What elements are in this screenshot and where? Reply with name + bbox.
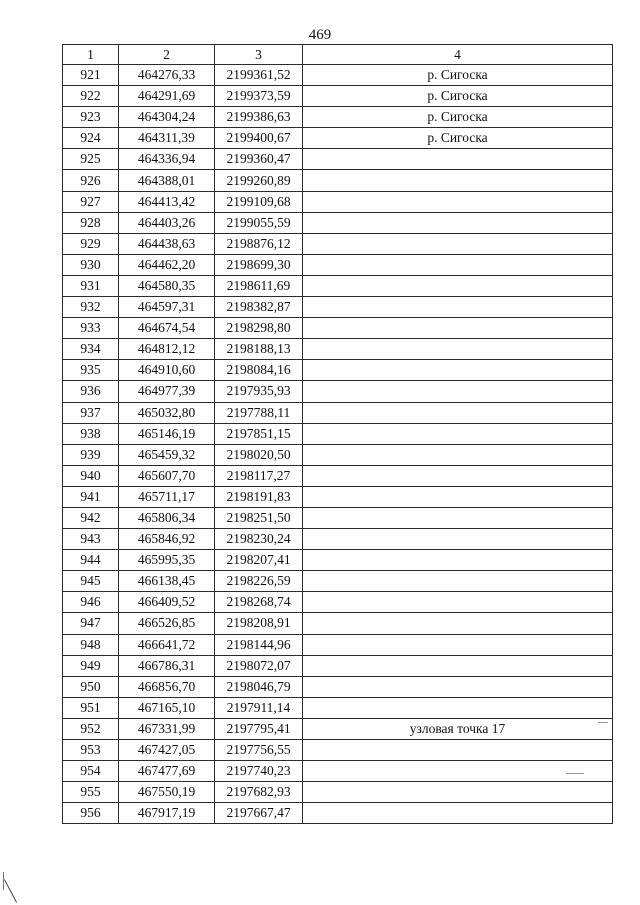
cell-coordinate-y: 2199260,89 (215, 170, 303, 191)
table-row (63, 339, 613, 360)
cell-note (303, 634, 613, 655)
cell-point-number: 946 (63, 592, 119, 613)
cell-note (303, 381, 613, 402)
cell-coordinate-y: 2198251,50 (215, 507, 303, 528)
table-header-row (63, 45, 613, 65)
cell-note: узловая точка 17 (303, 718, 613, 739)
cell-point-number: 954 (63, 761, 119, 782)
cell-note (303, 297, 613, 318)
cell-point-number: 949 (63, 655, 119, 676)
cell-note (303, 170, 613, 191)
cell-point-number: 943 (63, 529, 119, 550)
cell-point-number: 922 (63, 86, 119, 107)
cell-coordinate-y: 2197667,47 (215, 803, 303, 824)
cell-point-number: 937 (63, 402, 119, 423)
cell-note (303, 613, 613, 634)
cell-coordinate-y: 2198268,74 (215, 592, 303, 613)
column-header-note: 4 (303, 45, 613, 65)
cell-coordinate-x: 465146,19 (119, 423, 215, 444)
table-row (63, 655, 613, 676)
cell-coordinate-y: 2198876,12 (215, 233, 303, 254)
cell-coordinate-x: 467550,19 (119, 782, 215, 803)
cell-coordinate-x: 466856,70 (119, 676, 215, 697)
cell-point-number: 933 (63, 318, 119, 339)
table-row (63, 318, 613, 339)
cell-coordinate-y: 2198207,41 (215, 550, 303, 571)
table-row (63, 128, 613, 149)
table-row (63, 297, 613, 318)
column-header-x: 2 (119, 45, 215, 65)
coordinates-table (62, 44, 613, 824)
cell-coordinate-x: 467165,10 (119, 697, 215, 718)
cell-note (303, 803, 613, 824)
table-row (63, 740, 613, 761)
cell-coordinate-y: 2199400,67 (215, 128, 303, 149)
table-row (63, 486, 613, 507)
cell-coordinate-y: 2197740,23 (215, 761, 303, 782)
column-header-y: 3 (215, 45, 303, 65)
page-number: 469 (308, 27, 332, 43)
cell-coordinate-y: 2198191,83 (215, 486, 303, 507)
cell-point-number: 924 (63, 128, 119, 149)
cell-coordinate-x: 464597,31 (119, 297, 215, 318)
cell-point-number: 953 (63, 740, 119, 761)
cell-note (303, 655, 613, 676)
cell-coordinate-y: 2199386,63 (215, 107, 303, 128)
cell-note (303, 550, 613, 571)
table-row (63, 423, 613, 444)
table-row (63, 465, 613, 486)
cell-point-number: 925 (63, 149, 119, 170)
cell-point-number: 930 (63, 254, 119, 275)
scan-speck (598, 722, 608, 723)
cell-note (303, 740, 613, 761)
scan-speck (566, 773, 584, 774)
cell-coordinate-x: 464388,01 (119, 170, 215, 191)
cell-coordinate-x: 464413,42 (119, 191, 215, 212)
cell-point-number: 955 (63, 782, 119, 803)
cell-point-number: 934 (63, 339, 119, 360)
table-row (63, 613, 613, 634)
cell-coordinate-y: 2198020,50 (215, 444, 303, 465)
cell-note (303, 507, 613, 528)
cell-coordinate-x: 466526,85 (119, 613, 215, 634)
cell-coordinate-x: 464438,63 (119, 233, 215, 254)
cell-coordinate-y: 2197756,55 (215, 740, 303, 761)
cell-note (303, 761, 613, 782)
cell-note (303, 592, 613, 613)
cell-point-number: 938 (63, 423, 119, 444)
cell-coordinate-y: 2198144,96 (215, 634, 303, 655)
table-row (63, 275, 613, 296)
table-row (63, 697, 613, 718)
cell-note (303, 360, 613, 381)
cell-coordinate-x: 465846,92 (119, 529, 215, 550)
cell-note: р. Сигоска (303, 86, 613, 107)
cell-point-number: 927 (63, 191, 119, 212)
cell-note (303, 254, 613, 275)
cell-coordinate-x: 466409,52 (119, 592, 215, 613)
cell-note (303, 571, 613, 592)
table-row (63, 634, 613, 655)
cell-coordinate-x: 464291,69 (119, 86, 215, 107)
cell-point-number: 944 (63, 550, 119, 571)
table-row (63, 360, 613, 381)
cell-coordinate-x: 467917,19 (119, 803, 215, 824)
cell-coordinate-y: 2198117,27 (215, 465, 303, 486)
cell-coordinate-x: 465711,17 (119, 486, 215, 507)
table-row (63, 676, 613, 697)
table-row (63, 444, 613, 465)
cell-coordinate-y: 2197788,11 (215, 402, 303, 423)
cell-coordinate-x: 464674,54 (119, 318, 215, 339)
table-row (63, 212, 613, 233)
table-row (63, 529, 613, 550)
table-row (63, 571, 613, 592)
cell-coordinate-x: 466641,72 (119, 634, 215, 655)
cell-point-number: 956 (63, 803, 119, 824)
table-row (63, 107, 613, 128)
cell-point-number: 939 (63, 444, 119, 465)
cell-note (303, 233, 613, 254)
cell-coordinate-x: 464276,33 (119, 65, 215, 86)
cell-coordinate-y: 2197682,93 (215, 782, 303, 803)
table-row (63, 507, 613, 528)
table-row (63, 254, 613, 275)
cell-coordinate-y: 2198072,07 (215, 655, 303, 676)
cell-coordinate-y: 2198699,30 (215, 254, 303, 275)
cell-coordinate-x: 467477,69 (119, 761, 215, 782)
cell-coordinate-y: 2199055,59 (215, 212, 303, 233)
cell-coordinate-x: 464462,20 (119, 254, 215, 275)
cell-coordinate-y: 2198230,24 (215, 529, 303, 550)
cell-note (303, 676, 613, 697)
table-row (63, 761, 613, 782)
cell-coordinate-y: 2197911,14 (215, 697, 303, 718)
cell-note (303, 529, 613, 550)
table-row (63, 803, 613, 824)
cell-point-number: 950 (63, 676, 119, 697)
cell-coordinate-x: 465995,35 (119, 550, 215, 571)
cell-point-number: 940 (63, 465, 119, 486)
table-row (63, 381, 613, 402)
cell-point-number: 923 (63, 107, 119, 128)
cell-coordinate-x: 464812,12 (119, 339, 215, 360)
cell-point-number: 951 (63, 697, 119, 718)
table-row (63, 233, 613, 254)
cell-coordinate-y: 2199373,59 (215, 86, 303, 107)
cell-coordinate-y: 2199360,47 (215, 149, 303, 170)
cell-coordinate-y: 2197795,41 (215, 718, 303, 739)
cell-coordinate-x: 466786,31 (119, 655, 215, 676)
cell-point-number: 929 (63, 233, 119, 254)
cell-note (303, 339, 613, 360)
table-row (63, 718, 613, 739)
cell-note (303, 465, 613, 486)
cell-note (303, 191, 613, 212)
cell-point-number: 948 (63, 634, 119, 655)
cell-coordinate-y: 2199109,68 (215, 191, 303, 212)
cell-point-number: 941 (63, 486, 119, 507)
table-row (63, 782, 613, 803)
cell-coordinate-y: 2198298,80 (215, 318, 303, 339)
cell-point-number: 931 (63, 275, 119, 296)
table-row (63, 86, 613, 107)
cell-coordinate-x: 464910,60 (119, 360, 215, 381)
table-body (63, 65, 613, 824)
cell-point-number: 921 (63, 65, 119, 86)
cell-coordinate-y: 2197851,15 (215, 423, 303, 444)
cell-coordinate-x: 465032,80 (119, 402, 215, 423)
cell-coordinate-x: 464336,94 (119, 149, 215, 170)
cell-point-number: 945 (63, 571, 119, 592)
table-row (63, 592, 613, 613)
cell-note (303, 444, 613, 465)
cell-note: р. Сигоска (303, 107, 613, 128)
cell-note (303, 275, 613, 296)
table-row (63, 191, 613, 212)
table-row (63, 402, 613, 423)
cell-note (303, 423, 613, 444)
cell-note (303, 212, 613, 233)
cell-coordinate-y: 2198084,16 (215, 360, 303, 381)
cell-coordinate-y: 2198226,59 (215, 571, 303, 592)
cell-coordinate-y: 2198188,13 (215, 339, 303, 360)
cell-coordinate-x: 464403,26 (119, 212, 215, 233)
cell-point-number: 952 (63, 718, 119, 739)
cell-coordinate-y: 2199361,52 (215, 65, 303, 86)
cell-note (303, 149, 613, 170)
cell-coordinate-y: 2197935,93 (215, 381, 303, 402)
table-row (63, 170, 613, 191)
cell-point-number: 928 (63, 212, 119, 233)
table-row (63, 65, 613, 86)
cell-coordinate-x: 467331,99 (119, 718, 215, 739)
cell-coordinate-x: 464977,39 (119, 381, 215, 402)
cell-coordinate-x: 465459,32 (119, 444, 215, 465)
table-row (63, 550, 613, 571)
table-row (63, 149, 613, 170)
cell-coordinate-x: 464304,24 (119, 107, 215, 128)
cell-coordinate-x: 466138,45 (119, 571, 215, 592)
cell-note (303, 697, 613, 718)
cell-coordinate-y: 2198611,69 (215, 275, 303, 296)
cell-point-number: 935 (63, 360, 119, 381)
cell-coordinate-x: 467427,05 (119, 740, 215, 761)
cell-note (303, 782, 613, 803)
cell-note: р. Сигоска (303, 65, 613, 86)
cell-point-number: 926 (63, 170, 119, 191)
cell-note (303, 486, 613, 507)
column-header-number: 1 (63, 45, 119, 65)
cell-point-number: 932 (63, 297, 119, 318)
cell-note (303, 318, 613, 339)
scan-artifact-line (4, 879, 17, 902)
cell-coordinate-x: 465806,34 (119, 507, 215, 528)
cell-point-number: 936 (63, 381, 119, 402)
cell-coordinate-y: 2198382,87 (215, 297, 303, 318)
cell-coordinate-x: 464311,39 (119, 128, 215, 149)
cell-coordinate-x: 465607,70 (119, 465, 215, 486)
cell-note: р. Сигоска (303, 128, 613, 149)
cell-point-number: 947 (63, 613, 119, 634)
cell-coordinate-x: 464580,35 (119, 275, 215, 296)
cell-coordinate-y: 2198208,91 (215, 613, 303, 634)
cell-coordinate-y: 2198046,79 (215, 676, 303, 697)
cell-point-number: 942 (63, 507, 119, 528)
cell-note (303, 402, 613, 423)
